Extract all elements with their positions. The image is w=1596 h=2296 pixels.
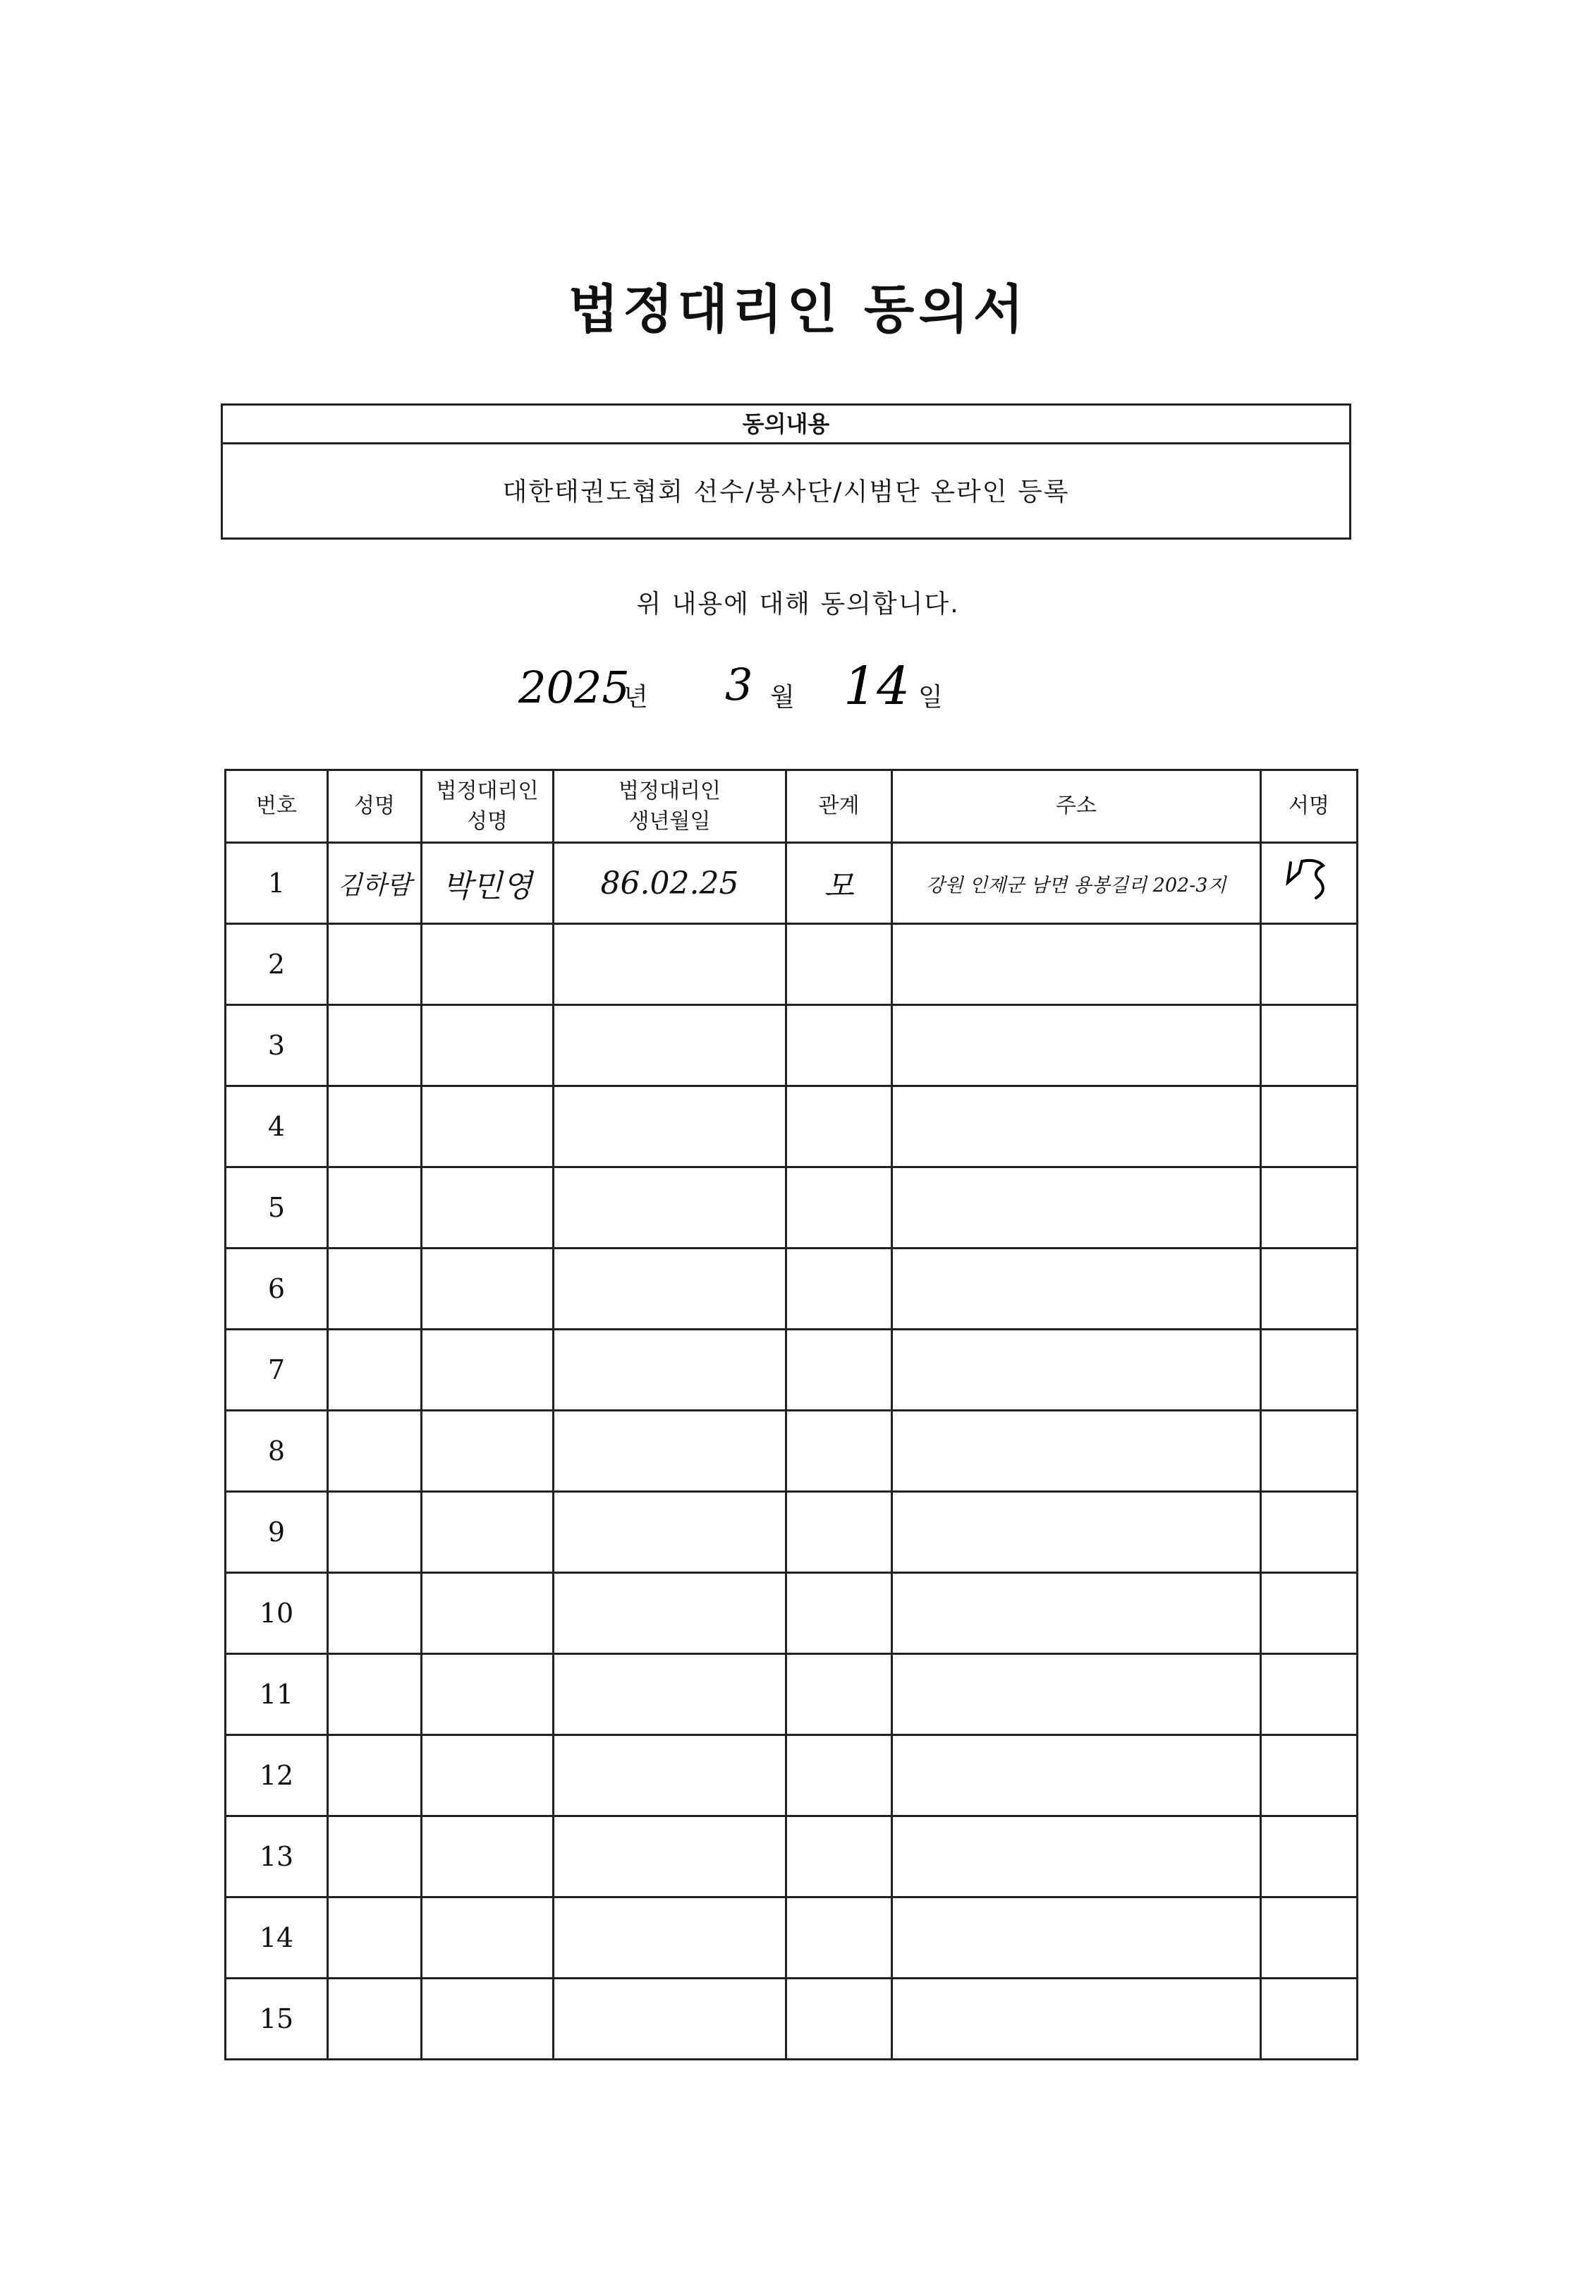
row-guardian-birth [554,1330,786,1411]
row-signature [1261,1249,1358,1330]
header-guardian-name-line2: 성명 [467,809,508,834]
row-relation [786,1492,892,1573]
row-relation [786,1249,892,1330]
handwritten-signature [1281,849,1337,912]
row-relation [786,1816,892,1897]
row-signature [1261,924,1358,1005]
row-name [328,1005,422,1086]
row-guardian-birth: 86.02.25 [554,843,786,924]
row-signature [1261,1005,1358,1086]
header-guardian-birth [554,770,786,843]
row-guardian-name: 박민영 [422,843,554,924]
table-row [226,1411,1358,1492]
table-row [226,1167,1358,1249]
row-name [328,1167,422,1249]
table-row [226,924,1358,1005]
row-name [328,1249,422,1330]
row-name [328,1735,422,1816]
table-row [226,1654,1358,1735]
row-address [892,1492,1261,1573]
consent-body: 대한태권도협회 선수/봉사단/시범단 온라인 등록 [502,478,1070,506]
row-address [892,1654,1261,1735]
date-day-label: 일 [918,683,943,712]
row-signature [1261,1086,1358,1167]
row-signature [1261,1735,1358,1816]
row-guardian-birth [554,1249,786,1330]
table-row [226,1897,1358,1979]
row-address [892,1816,1261,1897]
header-no: 번호 [226,770,328,843]
row-guardian-birth [554,1979,786,2060]
row-address: 강원 인제군 남면 용봉길리 202-3지 [892,843,1261,924]
date-day: 14 [843,656,910,717]
row-relation [786,1654,892,1735]
table-row [226,1492,1358,1573]
row-signature [1261,1897,1358,1979]
row-guardian-name [422,1735,554,1816]
date-row [0,656,1596,727]
header-guardian-birth-line2: 생년월일 [628,809,711,834]
row-name [328,1979,422,2060]
date-month-label: 월 [770,683,795,712]
row-no: 7 [226,1330,328,1411]
agreement-statement: 위 내용에 대해 동의합니다. [636,590,960,619]
row-signature [1261,1573,1358,1654]
row-address [892,1330,1261,1411]
row-signature [1261,1654,1358,1735]
row-guardian-name [422,1249,554,1330]
row-signature [1261,843,1358,924]
row-no: 11 [226,1654,328,1735]
row-no: 15 [226,1979,328,2060]
row-relation [786,1897,892,1979]
row-name [328,924,422,1005]
consent-box [221,403,1351,540]
table-row [226,1735,1358,1816]
row-name [328,1086,422,1167]
row-guardian-birth [554,1411,786,1492]
row-guardian-birth [554,1086,786,1167]
row-signature [1261,1330,1358,1411]
row-no: 1 [226,843,328,924]
row-no: 6 [226,1249,328,1330]
row-guardian-name [422,1086,554,1167]
header-guardian-name-line1: 법정대리인 [436,778,539,803]
row-no: 5 [226,1167,328,1249]
row-relation [786,1735,892,1816]
row-guardian-birth [554,1816,786,1897]
row-guardian-birth [554,1897,786,1979]
row-no: 9 [226,1492,328,1573]
row-relation: 모 [786,843,892,924]
row-relation [786,1330,892,1411]
row-no: 4 [226,1086,328,1167]
row-no: 2 [226,924,328,1005]
row-guardian-name [422,924,554,1005]
table-row [226,1816,1358,1897]
row-guardian-name [422,1492,554,1573]
row-address [892,1086,1261,1167]
row-guardian-birth [554,924,786,1005]
row-address [892,1573,1261,1654]
row-relation [786,1086,892,1167]
header-signature: 서명 [1261,770,1358,843]
row-guardian-name [422,1005,554,1086]
row-guardian-name [422,1330,554,1411]
row-relation [786,1573,892,1654]
row-guardian-birth [554,1654,786,1735]
row-name [328,1816,422,1897]
row-no: 14 [226,1897,328,1979]
row-signature [1261,1492,1358,1573]
row-relation [786,1005,892,1086]
row-name: 김하람 [328,843,422,924]
table-row [226,1979,1358,2060]
table-header-row [226,770,1358,843]
row-address [892,1005,1261,1086]
row-no: 13 [226,1816,328,1897]
row-guardian-birth [554,1492,786,1573]
row-guardian-name [422,1411,554,1492]
row-name [328,1654,422,1735]
row-name [328,1330,422,1411]
row-guardian-birth [554,1167,786,1249]
header-address: 주소 [892,770,1261,843]
row-address [892,1979,1261,2060]
row-name [328,1897,422,1979]
row-no: 10 [226,1573,328,1654]
page-title: 법정대리인 동의서 [568,279,1028,340]
consent-header: 동의내용 [223,406,1349,444]
row-no: 12 [226,1735,328,1816]
table-row [226,1005,1358,1086]
row-relation [786,924,892,1005]
row-relation [786,1167,892,1249]
guardian-roster-table [224,769,1358,2060]
table-row [226,1573,1358,1654]
row-name [328,1573,422,1654]
date-year-label: 년 [623,683,648,712]
date-month: 3 [725,659,753,710]
header-guardian-name [422,770,554,843]
row-signature [1261,1816,1358,1897]
row-signature [1261,1411,1358,1492]
date-year: 2025 [518,662,630,713]
row-signature [1261,1167,1358,1249]
row-no: 3 [226,1005,328,1086]
header-guardian-birth-line1: 법정대리인 [619,778,721,803]
row-guardian-birth [554,1573,786,1654]
row-relation [786,1411,892,1492]
table-row [226,1086,1358,1167]
row-guardian-name [422,1654,554,1735]
row-name [328,1411,422,1492]
row-name [328,1492,422,1573]
row-address [892,1897,1261,1979]
row-no: 8 [226,1411,328,1492]
table-row [226,1249,1358,1330]
row-address [892,1167,1261,1249]
row-guardian-name [422,1897,554,1979]
row-guardian-name [422,1573,554,1654]
row-address [892,924,1261,1005]
table-row [226,843,1358,924]
header-relation: 관계 [786,770,892,843]
row-signature [1261,1979,1358,2060]
row-guardian-name [422,1167,554,1249]
header-name: 성명 [328,770,422,843]
row-address [892,1411,1261,1492]
row-guardian-name [422,1816,554,1897]
row-guardian-birth [554,1735,786,1816]
row-address [892,1249,1261,1330]
row-guardian-birth [554,1005,786,1086]
row-address [892,1735,1261,1816]
row-guardian-name [422,1979,554,2060]
table-row [226,1330,1358,1411]
row-relation [786,1979,892,2060]
